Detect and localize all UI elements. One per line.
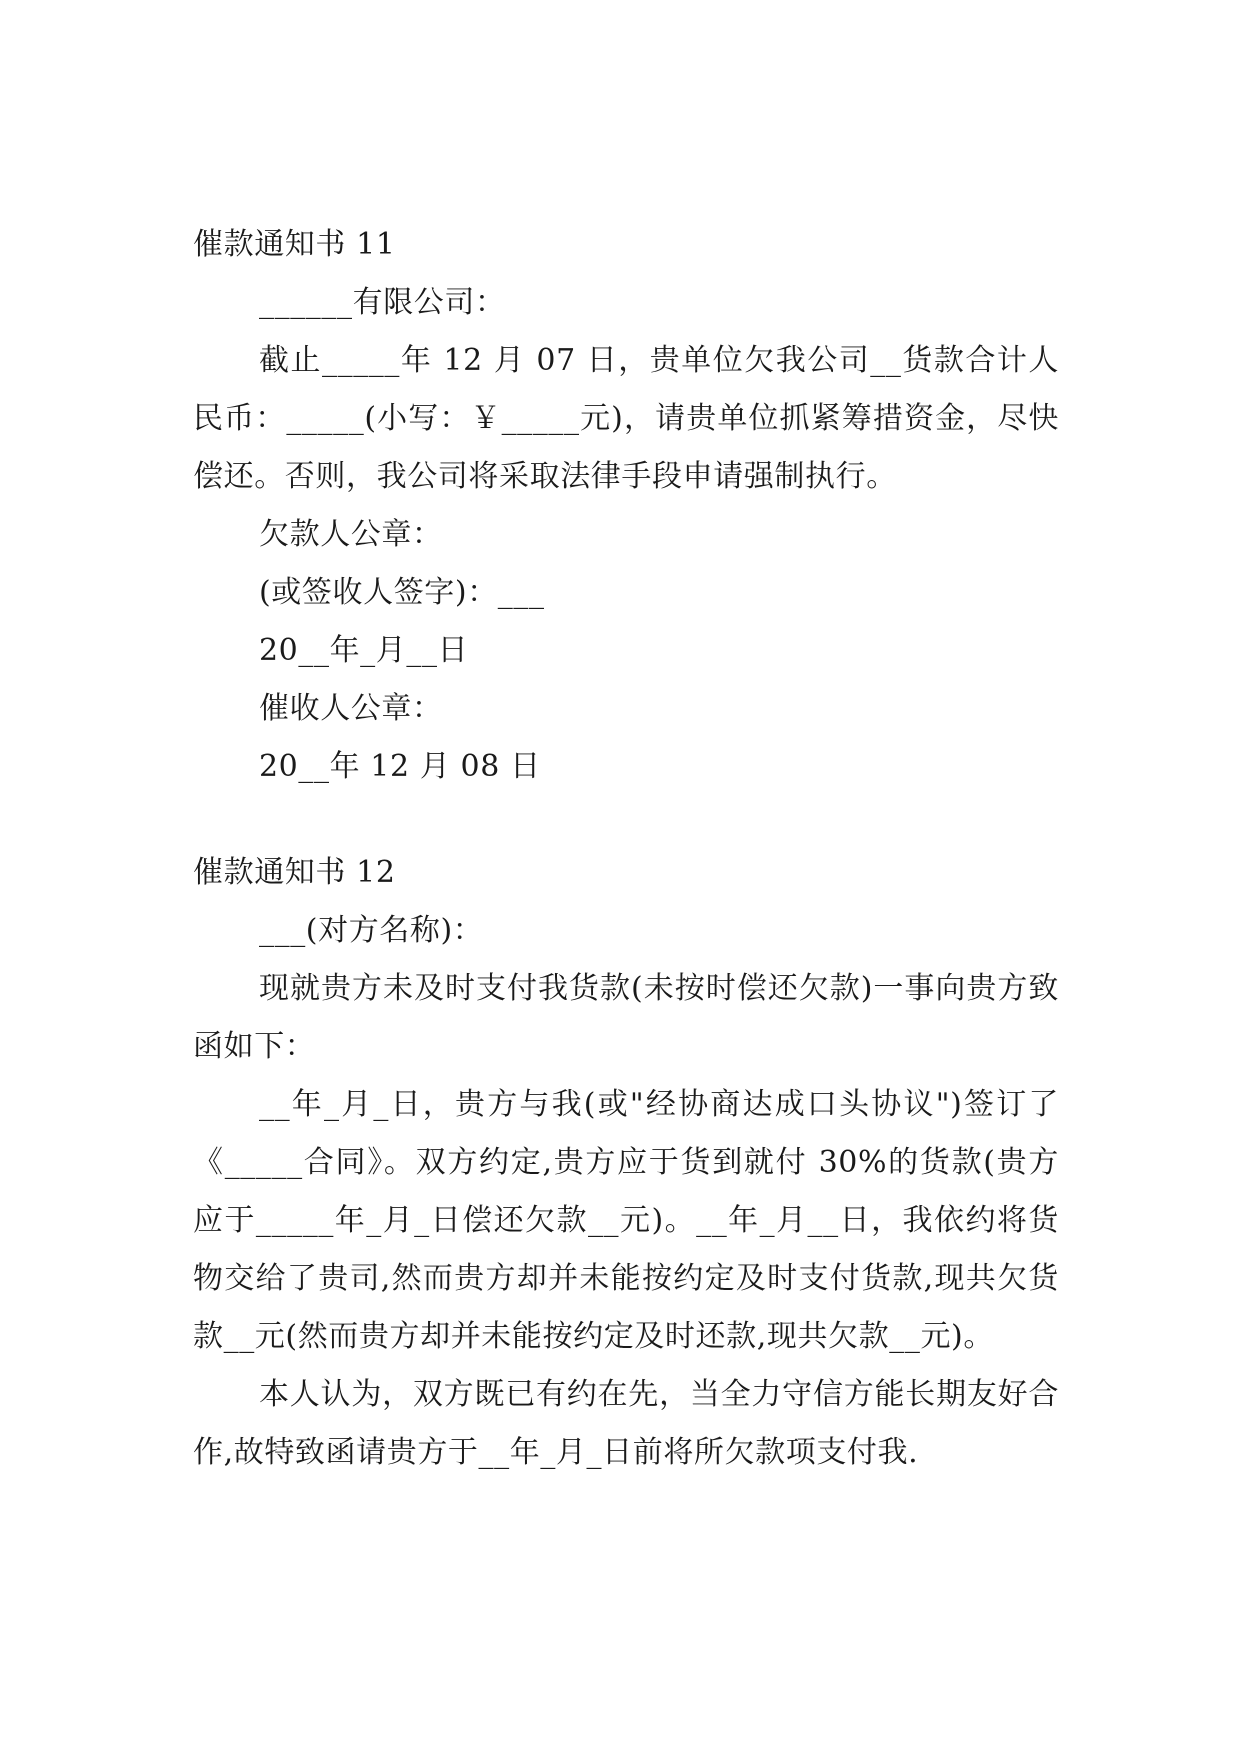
notice-12-para-2: __年_月_日，贵方与我(或"经协商达成口头协议")签订了《_____合同》。双方约定,贵方应于货到就付 30%的货款(贵方应于_____年_月_日偿还欠款__元)。__年_月__日，我依约将货物交给了贵司,然而贵方却并未能按约定及时支付货款,现共欠货款__元(然而贵方却并未能按约定及时还款,现共欠款__元)。: [193, 1087, 1059, 1354]
notice-12-para-3: 本人认为，双方既已有约在先，当全力守信方能长期友好合作,故特致函请贵方于__年_月_日前将所欠款项支付我.: [193, 1377, 1059, 1470]
document-body: [193, 216, 1059, 1482]
notice-11-addressee: ______有限公司：: [259, 285, 506, 320]
collector-date: 20__年 12 月 08 日: [259, 749, 541, 784]
section-gap: [193, 796, 1059, 844]
notice-12-title: 催款通知书 12: [193, 855, 396, 890]
notice-12: [193, 844, 1059, 1482]
collector-seal-label: 催收人公章：: [259, 691, 443, 726]
signatory-label: (或签收人签字)：___: [259, 575, 545, 610]
notice-12-para-1: 现就贵方未及时支付我货款(未按时偿还欠款)一事向贵方致函如下：: [193, 971, 1059, 1064]
notice-12-addressee: ___(对方名称)：: [259, 913, 484, 948]
notice-11: [193, 216, 1059, 796]
debtor-date: 20__年_月__日: [259, 633, 469, 668]
debtor-seal-label: 欠款人公章：: [259, 517, 443, 552]
notice-11-body: 截止_____年 12 月 07 日，贵单位欠我公司__货款合计人民币：_____(小写：￥_____元)，请贵单位抓紧筹措资金，尽快偿还。否则，我公司将采取法律手段申请强制执行。: [193, 343, 1059, 494]
notice-11-title: 催款通知书 11: [193, 227, 396, 262]
